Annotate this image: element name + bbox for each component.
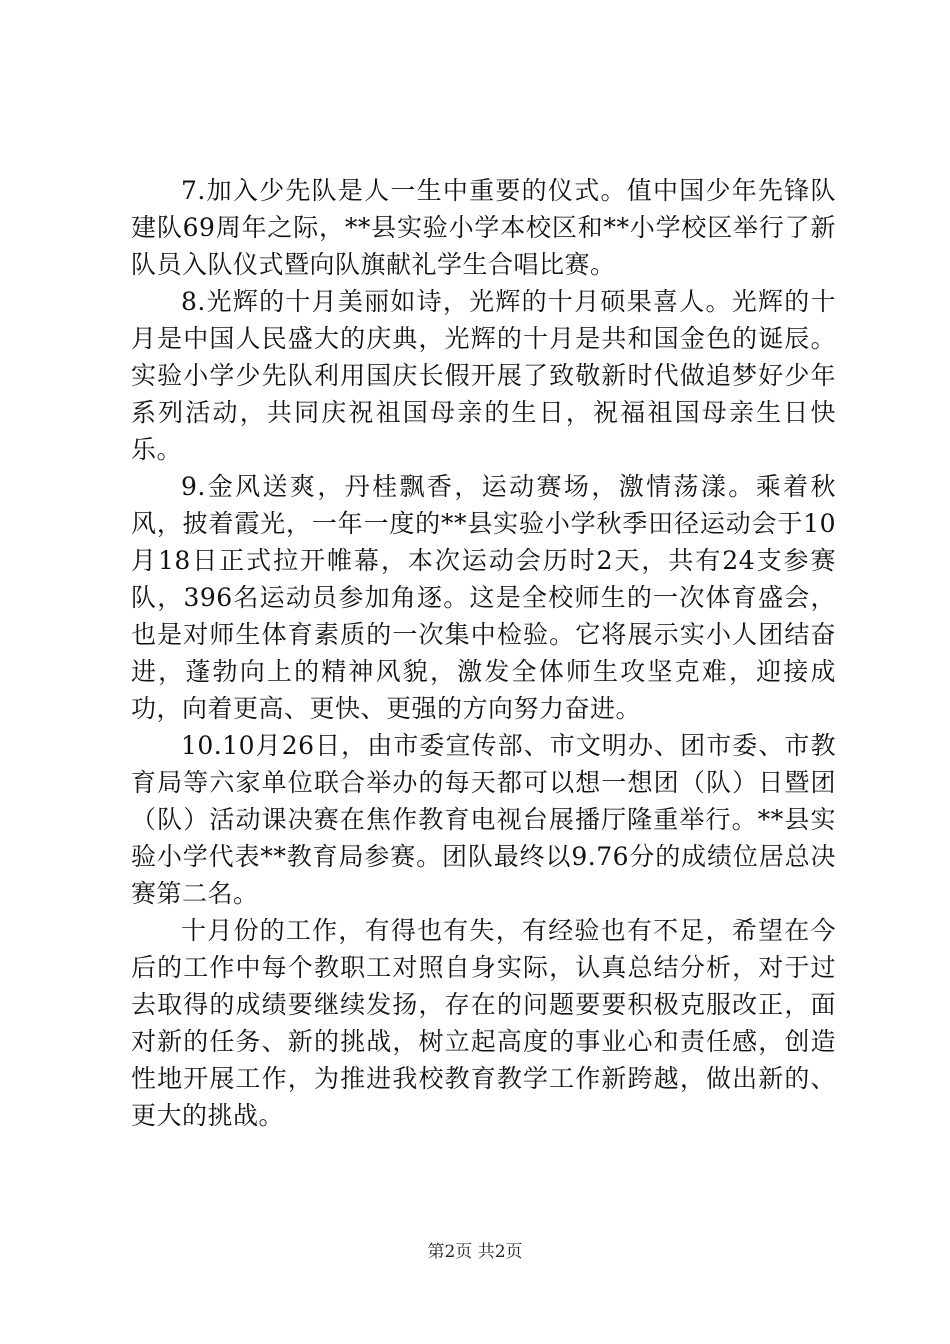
paragraph-summary: 十月份的工作，有得也有失，有经验也有不足，希望在今后的工作中每个教职工对照自身实际，认真总结分析，对于过去取得的成绩要继续发扬，存在的问题要要积极克服改正，面对新的任务、新的挑战，树立起高度的事业心和责任感，创造性地开展工作，为推进我校教育教学工作新跨越，做出新的、更大的挑战。 (131, 916, 836, 1130)
paragraph-9: 9.金风送爽，丹桂飘香，运动赛场，激情荡漾。乘着秋风，披着霞光，一年一度的**县实验小学秋季田径运动会于10月18日正式拉开帷幕，本次运动会历时2天，共有24支参赛队，396名运动员参加角逐。这是全校师生的一次体育盛会，也是对师生体育素质的一次集中检验。它将展示实小人团结奋进，蓬勃向上的精神风貌，激发全体师生攻坚克难，迎接成功，向着更高、更快、更强的方向努力奋进。 (131, 472, 836, 723)
paragraph-7: 7.加入少先队是人一生中重要的仪式。值中国少年先锋队建队69周年之际，**县实验小学本校区和**小学校区举行了新队员入队仪式暨向队旗献礼学生合唱比赛。 (131, 176, 836, 279)
paragraph-8: 8.光辉的十月美丽如诗，光辉的十月硕果喜人。光辉的十月是中国人民盛大的庆典，光辉的十月是共和国金色的诞辰。实验小学少先队利用国庆长假开展了致敬新时代做追梦好少年系列活动，共同庆祝祖国母亲的生日，祝福祖国母亲生日快乐。 (131, 287, 836, 464)
page-number-footer: 第2页 共2页 (427, 1242, 523, 1262)
document-body (131, 172, 836, 1134)
paragraph-10: 10.10月26日，由市委宣传部、市文明办、团市委、市教育局等六家单位联合举办的每天都可以想一想团（队）日暨团（队）活动课决赛在焦作教育电视台展播厅隆重举行。**县实验小学代表**教育局参赛。团队最终以9.76分的成绩位居总决赛第二名。 (131, 731, 836, 908)
